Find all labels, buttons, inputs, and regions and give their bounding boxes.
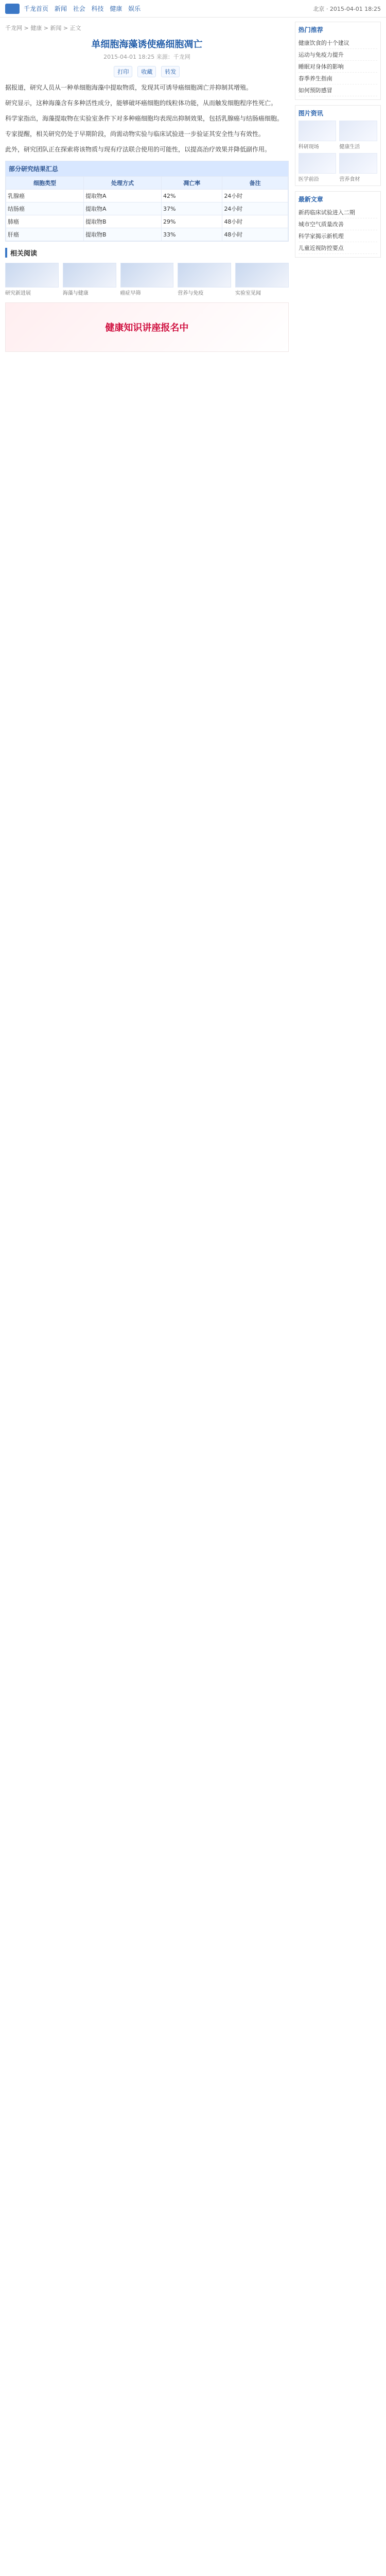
thumb-item[interactable]	[63, 263, 116, 296]
article-title: 单细胞海藻诱使癌细胞凋亡	[91, 39, 203, 50]
pic-thumb	[339, 121, 377, 141]
pic-item[interactable]	[339, 121, 377, 150]
thumb-caption: 研究新进展	[5, 291, 31, 296]
latest-item[interactable]: 科学家揭示新机理	[299, 230, 377, 242]
latest-item[interactable]: 儿童近视防控要点	[299, 242, 377, 254]
table-cell: 提取物A	[84, 202, 162, 215]
table-cell: 提取物A	[84, 190, 162, 202]
table-header: 凋亡率	[162, 177, 222, 190]
table-cell: 48小时	[222, 215, 288, 228]
breadcrumb[interactable]: 千龙网 > 健康 > 新闻 > 正文	[5, 25, 81, 31]
share-button[interactable]: 转发	[161, 66, 180, 77]
table-row	[6, 228, 288, 241]
latest-box	[295, 191, 381, 258]
thumb-caption: 营养与免疫	[178, 291, 204, 296]
thumb-caption: 癌症早筛	[120, 291, 141, 296]
table-cell: 提取物B	[84, 215, 162, 228]
pic-thumb	[299, 121, 337, 141]
hot-list	[299, 37, 377, 96]
site-logo[interactable]	[5, 4, 20, 14]
table-cell: 乳腺癌	[6, 190, 84, 202]
top-nav-item[interactable]: 健康	[110, 5, 122, 12]
ad-banner[interactable]: 健康知识讲座报名中	[5, 302, 289, 352]
thumb-image	[178, 263, 231, 287]
thumb-item[interactable]	[120, 263, 174, 296]
pics-box	[295, 105, 381, 186]
top-nav-item[interactable]: 科技	[91, 5, 104, 12]
article-intro: 据报道，研究人员从一种单细胞海藻中提取物质，发现其可诱导癌细胞凋亡并抑制其增殖。	[5, 84, 253, 91]
table-cell: 肝癌	[6, 228, 84, 241]
table-cell: 37%	[162, 202, 222, 215]
thumb-image	[120, 263, 174, 287]
sidebar	[295, 22, 381, 358]
table-cell: 33%	[162, 228, 222, 241]
favorite-button[interactable]: 收藏	[137, 66, 156, 77]
pics-grid	[299, 121, 377, 182]
table-cell: 提取物B	[84, 228, 162, 241]
article-paragraph: 研究显示，这种海藻含有多种活性成分，能够破坏癌细胞的线粒体功能，从而触发细胞程序性死亡。	[5, 99, 277, 107]
latest-list	[299, 207, 377, 254]
results-table-grid	[6, 176, 288, 241]
top-bar	[0, 0, 386, 18]
pic-item[interactable]	[339, 153, 377, 182]
table-header: 处理方式	[84, 177, 162, 190]
pic-caption: 科研现场	[298, 144, 319, 150]
article-meta: 2015-04-01 18:25 来源：千龙网	[103, 54, 190, 60]
top-nav-item[interactable]: 千龙首页	[24, 5, 49, 12]
table-row	[6, 190, 288, 202]
table-cell: 24小时	[222, 190, 288, 202]
thumb-item[interactable]	[178, 263, 231, 296]
thumb-image	[63, 263, 116, 287]
table-header: 备注	[222, 177, 288, 190]
latest-item[interactable]: 城市空气质量改善	[299, 218, 377, 230]
pic-item[interactable]	[299, 121, 337, 150]
top-right-info: 北京 · 2015-04-01 18:25	[313, 5, 381, 12]
hot-box	[295, 22, 381, 100]
top-nav-item[interactable]: 社会	[73, 5, 85, 12]
article-paragraph: 此外，研究团队正在探索将该物质与现有疗法联合使用的可能性，以提高治疗效果并降低副作用。	[5, 146, 271, 153]
hot-item[interactable]: 健康饮食的十个建议	[299, 37, 377, 49]
top-left	[5, 4, 145, 14]
thumb-image	[235, 263, 289, 287]
thumb-image	[5, 263, 59, 287]
hot-item[interactable]: 运动与免疫力提升	[299, 49, 377, 61]
pics-title: 图片资讯	[298, 110, 323, 117]
main-column	[5, 22, 289, 358]
related-title: 相关阅读	[5, 248, 289, 258]
pic-item[interactable]	[299, 153, 337, 182]
content-wrap	[0, 18, 386, 362]
related-thumbs	[5, 263, 289, 296]
pic-thumb	[299, 153, 337, 174]
table-row	[6, 215, 288, 228]
pic-caption: 医学前沿	[298, 177, 319, 182]
article-paragraph: 科学家指出，海藻提取物在实验室条件下对多种癌细胞均表现出抑制效果，包括乳腺癌与结肠癌细胞。	[5, 115, 284, 122]
table-header: 细胞类型	[6, 177, 84, 190]
article-paragraph: 专家提醒，相关研究仍处于早期阶段，尚需动物实验与临床试验进一步验证其安全性与有效性。	[5, 130, 265, 138]
top-nav	[24, 4, 145, 13]
thumb-caption: 海藻与健康	[62, 291, 89, 296]
latest-title: 最新文章	[298, 196, 323, 203]
table-cell: 结肠癌	[6, 202, 84, 215]
results-table	[5, 161, 289, 242]
thumb-item[interactable]	[235, 263, 289, 296]
top-nav-item[interactable]: 娱乐	[128, 5, 141, 12]
pic-thumb	[339, 153, 377, 174]
table-cell: 42%	[162, 190, 222, 202]
table-cell: 29%	[162, 215, 222, 228]
hot-item[interactable]: 春季养生指南	[299, 73, 377, 84]
article-actions	[5, 66, 289, 77]
print-button[interactable]: 打印	[114, 66, 132, 77]
table-row	[6, 202, 288, 215]
top-nav-item[interactable]: 新闻	[54, 5, 67, 12]
hot-title: 热门推荐	[298, 26, 323, 33]
table-cell: 24小时	[222, 202, 288, 215]
pic-caption: 健康生活	[339, 144, 360, 150]
hot-item[interactable]: 睡眠对身体的影响	[299, 61, 377, 73]
article-content	[5, 82, 289, 352]
hot-item[interactable]: 如何预防感冒	[299, 84, 377, 96]
latest-item[interactable]: 新药临床试验进入二期	[299, 207, 377, 218]
results-table-title: 部分研究结果汇总	[6, 161, 288, 176]
thumb-caption: 实验室见闻	[235, 291, 261, 296]
pic-caption: 营养食材	[339, 177, 360, 182]
thumb-item[interactable]	[5, 263, 59, 296]
table-cell: 肺癌	[6, 215, 84, 228]
table-cell: 48小时	[222, 228, 288, 241]
